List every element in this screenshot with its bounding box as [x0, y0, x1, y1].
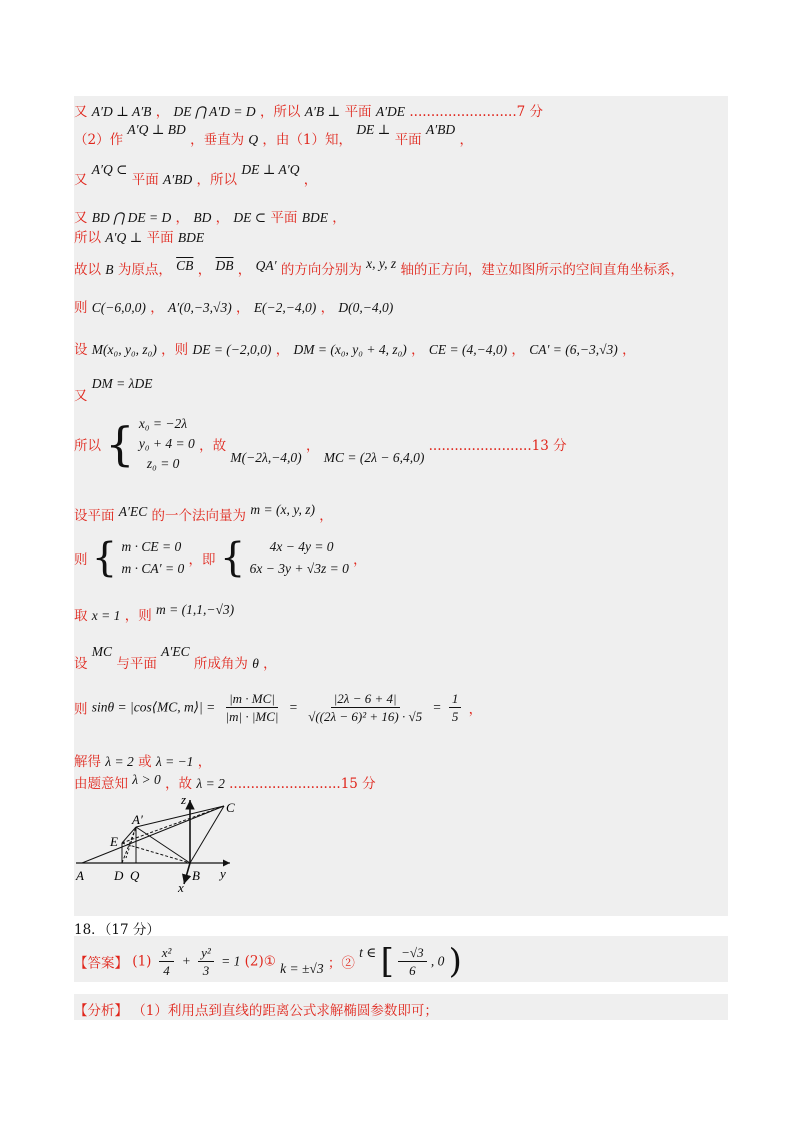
label-C: C [226, 800, 235, 815]
edge-M [126, 827, 136, 858]
text: ， [236, 300, 250, 316]
text: ， [332, 210, 346, 226]
text: 取 [74, 608, 88, 624]
text: ， [263, 656, 277, 672]
line-16 [74, 750, 211, 770]
score-mark: .........................7 分 [409, 104, 544, 120]
numerator: |2λ − 6 + 4| [331, 690, 400, 708]
math: A′Q ⊂ [91, 162, 128, 177]
math: A′D ⊥ A′B [91, 104, 152, 119]
math: = [432, 699, 442, 715]
score-mark: ..........................15 分 [229, 776, 376, 792]
math: A′(0,−3,√3) [168, 300, 232, 315]
line-17 [74, 772, 376, 792]
text: ， [175, 210, 190, 226]
math: A′Q ⊥ BD [127, 122, 186, 137]
line-3 [74, 162, 318, 188]
denominator: 4 [163, 963, 170, 978]
text: ， [197, 262, 212, 278]
math: BDE [301, 210, 328, 225]
line-12 [74, 536, 367, 580]
text: ，所以 [259, 104, 301, 120]
equation: z₀ = 0 [146, 456, 180, 471]
text: ，即 [188, 552, 216, 568]
math: CA′ = (6,−3,√3) [529, 342, 618, 357]
math: DE ⋂ A′D = D [173, 104, 256, 119]
math: DM = λDE [91, 376, 153, 391]
text: (2)① [244, 953, 276, 970]
edge-BA1 [136, 827, 190, 863]
text: 平面 [131, 172, 159, 188]
text: ， [215, 210, 230, 226]
equation: m · CA′ = 0 [121, 561, 185, 576]
text: ，所以 [196, 172, 238, 188]
text: （2）作 [74, 132, 124, 148]
text: 则 [74, 701, 88, 718]
equation-system [139, 414, 195, 474]
answer-line [74, 941, 462, 982]
numerator: |m · MC| [226, 690, 278, 708]
text: 又 [74, 104, 88, 120]
math: sinθ = |cos⟨MC, m⟩| = [91, 699, 216, 715]
math: DE ⊥ A′Q [241, 162, 300, 177]
line-11 [74, 504, 333, 524]
text: 所以 [74, 438, 101, 454]
equation: y₀ + 4 = 0 [138, 436, 195, 451]
math: A′B ⊥ [304, 104, 341, 119]
math: E(−2,−4,0) [253, 300, 317, 315]
math: = [288, 699, 298, 715]
label-E: E [110, 834, 118, 849]
math: CE = (4,−4,0) [428, 342, 508, 357]
label-A1: A′ [132, 812, 143, 827]
line-14 [74, 644, 277, 672]
label-A: A [76, 868, 84, 883]
math: A′DE [375, 104, 406, 119]
math: BD ⋂ DE = D [91, 210, 172, 225]
text: ， [459, 132, 473, 148]
text: ， [411, 342, 425, 358]
text: 设平面 [74, 508, 115, 524]
text: ，故 [165, 776, 193, 792]
text: ，故 [199, 438, 227, 454]
text: 故以 [74, 262, 101, 278]
math: A′BD [163, 172, 193, 187]
text: 又 [74, 388, 88, 404]
math: C(−6,0,0) [91, 300, 146, 315]
line-15 [74, 690, 482, 725]
math: M(x₀, y₀, z₀) [91, 342, 157, 357]
math: Q [248, 132, 259, 147]
numerator: x² [159, 944, 175, 962]
denominator: 3 [202, 963, 210, 978]
text: 平面 [146, 230, 174, 246]
text: 或 [138, 754, 152, 770]
line-2 [74, 122, 473, 148]
fraction [449, 690, 462, 725]
fraction [159, 944, 175, 979]
text: ， [622, 342, 636, 358]
math: m = (1,1,−√3) [156, 602, 235, 617]
text: ， [197, 754, 212, 770]
text: ， [150, 300, 164, 316]
math: m = (x, y, z) [250, 502, 315, 517]
math: M(−2λ,−4,0) [230, 449, 302, 465]
x-axis [184, 863, 190, 884]
right-paren: ) [448, 941, 462, 982]
label-B: B [192, 868, 200, 883]
text: ，由（1）知， [262, 132, 353, 148]
text: ， [320, 300, 335, 316]
math: A′EC [118, 504, 148, 519]
line-4 [74, 206, 346, 226]
edge-EB [122, 843, 190, 863]
math: λ = −1 [155, 754, 194, 769]
text: 轴的正方向，建立如图所示的空间直角坐标系， [400, 262, 684, 278]
left-brace: { [219, 535, 246, 581]
math: BDE [177, 230, 205, 245]
math: A′EC [161, 644, 190, 659]
text: ，垂直为 [190, 132, 245, 148]
math: DE ⊥ [356, 122, 391, 137]
math: λ = 2 [105, 754, 134, 769]
math: t ∈ [359, 945, 377, 960]
text: ；② [327, 955, 355, 972]
numerator: −√3 [398, 944, 426, 962]
equation: 6x − 3y + √3z = 0 [249, 561, 349, 576]
numerator: 1 [449, 690, 462, 708]
vector: QA′ [255, 258, 277, 273]
math: λ = 2 [196, 776, 225, 791]
math: x = 1 [91, 608, 121, 623]
line-13 [74, 604, 234, 624]
math: MC [91, 644, 113, 659]
edge-AC [82, 806, 224, 863]
label-Q: Q [130, 868, 140, 883]
text: 为原点， [117, 262, 172, 278]
label-y: y [220, 866, 226, 881]
text: 平面 [270, 210, 298, 226]
equation: m · CE = 0 [121, 539, 182, 554]
text: ， [155, 104, 170, 120]
math: DE ⊂ [233, 210, 267, 225]
analysis-text: （1）利用点到直线的距离公式求解椭圆参数即可； [132, 1003, 438, 1019]
label-D: D [114, 868, 124, 883]
line-5 [74, 226, 204, 246]
vector: $\overline{CB}$ [176, 258, 194, 273]
label-x: x [178, 880, 184, 894]
geometry-figure [74, 790, 244, 894]
math: + [181, 953, 191, 969]
denominator: √((2λ − 6)² + 16) · √5 [308, 709, 423, 724]
text: ， [353, 552, 367, 568]
math: A′BD [425, 122, 456, 137]
text: ， [305, 438, 320, 454]
fraction [198, 944, 214, 979]
left-brace: { [91, 535, 118, 581]
math: DE = (−2,0,0) [192, 342, 272, 357]
text: 平面 [344, 104, 372, 120]
text: 的一个法向量为 [151, 508, 247, 524]
text: 设 [74, 342, 88, 358]
text: 则 [74, 552, 88, 568]
math: MC = (2λ − 6,4,0) [323, 449, 425, 465]
math: x, y, z [366, 256, 397, 271]
equation-system [250, 536, 349, 580]
text: ， [511, 342, 525, 358]
text: 由题意知 [74, 776, 128, 792]
math: DM = (x₀, y₀ + 4, z₀) [293, 342, 407, 357]
denominator: 6 [409, 963, 416, 978]
line-9 [74, 372, 153, 404]
text: ， [468, 701, 483, 718]
left-brace: { [105, 417, 135, 471]
line-8 [74, 338, 636, 358]
math: θ [252, 656, 259, 671]
analysis-line [74, 999, 438, 1019]
equation: x₀ = −2λ [138, 416, 188, 431]
text: ， [303, 172, 318, 188]
analysis-tag: 【分析】 [74, 1003, 128, 1019]
math: D(0,−4,0) [338, 300, 394, 315]
equation-system [122, 536, 185, 580]
equation: 4x − 4y = 0 [269, 539, 334, 554]
math: A′Q ⊥ [105, 230, 143, 245]
math: , 0 [430, 953, 445, 969]
fraction [398, 944, 426, 979]
math: λ > 0 [132, 772, 161, 787]
math: B [105, 262, 114, 277]
math: = 1 [221, 953, 241, 969]
text: (1) [132, 953, 152, 970]
text: ， [275, 342, 290, 358]
numerator: y² [198, 944, 214, 962]
fraction [223, 690, 282, 725]
label-z: z [181, 792, 187, 807]
text: 所以 [74, 230, 101, 246]
text: 所成角为 [193, 656, 248, 672]
answer-tag: 【答案】 [74, 955, 128, 972]
text: 则 [74, 300, 88, 316]
denominator: |m| · |MC| [225, 709, 279, 724]
math: k = ±√3 [280, 961, 324, 976]
denominator: 5 [451, 709, 459, 724]
math: BD [193, 210, 212, 225]
line-7 [74, 296, 393, 316]
text: ， [237, 262, 252, 278]
text: 设 [74, 656, 88, 672]
line-6 [74, 258, 684, 278]
vector: $\overline{DB}$ [215, 258, 234, 273]
text: 又 [74, 210, 88, 226]
fraction [305, 690, 425, 725]
question-18-header: 18．（17 分） [74, 922, 160, 938]
text: 解得 [74, 754, 101, 770]
text: ， [319, 508, 333, 524]
text: 的方向分别为 [280, 262, 362, 278]
text: 又 [74, 172, 88, 188]
line-1 [74, 100, 543, 120]
left-bracket: [ [380, 941, 394, 982]
edge-CB [190, 806, 224, 863]
text: ，则 [161, 342, 189, 358]
text: ，则 [124, 608, 152, 624]
text: 与平面 [116, 656, 157, 672]
text: 平面 [394, 132, 422, 148]
line-10 [74, 414, 567, 474]
score-mark: ........................13 分 [428, 438, 567, 454]
